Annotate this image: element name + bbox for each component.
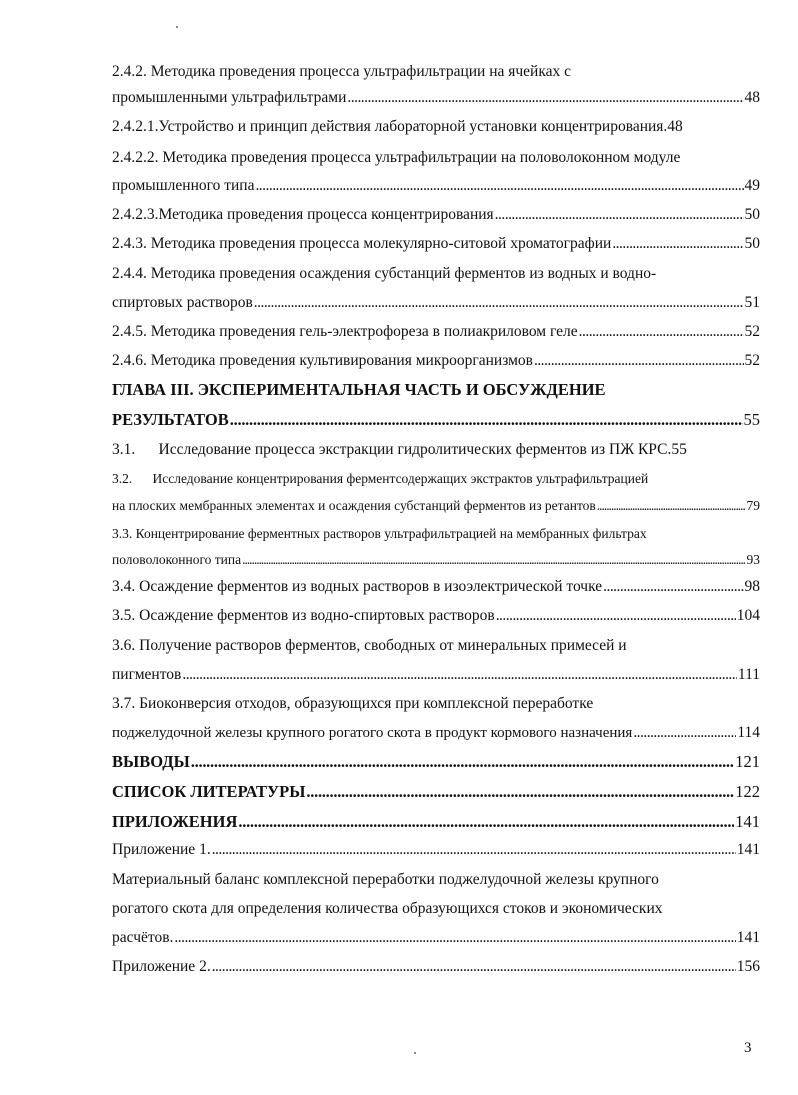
toc-line: 3.4. Осаждение ферментов из водных растворов в изоэлектрической точке . . . 98 — [112, 577, 760, 597]
toc-line: Приложение 1. . . . 141 — [112, 840, 760, 860]
toc-line: Материальный баланс комплексной переработки поджелудочной железы крупного — [112, 871, 659, 888]
toc-line: 2.4.2.3.Методика проведения процесса концентрирования . . . 50 — [112, 205, 760, 225]
scan-speck — [414, 1052, 416, 1054]
toc-line: 2.4.2. Методика проведения процесса ультрафильтрации на ячейках с — [112, 63, 572, 80]
toc-line: 3.3. Концентрирование ферментных растворов ультрафильтрацией на мембранных фильтрах — [112, 526, 647, 541]
toc-line: рогатого скота для определения количества образующихся стоков и экономических — [112, 900, 663, 917]
chapter-heading: РЕЗУЛЬТАТОВ . . . 55 — [112, 410, 760, 430]
toc-line: поджелудочной железы крупного рогатого скота в продукт кормового назначения . . . 114 — [112, 723, 760, 743]
toc-line: промышленными ультрафильтрами . . . 48 — [112, 88, 760, 108]
toc-line: 2.4.5. Методика проведения гель-электрофореза в полиакриловом геле . . . 52 — [112, 322, 760, 342]
toc-line: 3.2. Исследование концентрирования ферментсодержащих экстрактов ультрафильтрацией — [112, 471, 649, 486]
section-heading: ПРИЛОЖЕНИЯ . . . 141 — [112, 812, 760, 832]
toc-line: 2.4.3. Методика проведения процесса молекулярно-ситовой хроматографии . . . 50 — [112, 234, 760, 254]
toc-line: 3.1. Исследование процесса экстракции гидролитических ферментов из ПЖ КРС.55 — [112, 441, 687, 458]
toc-line: пигментов . . . 111 — [112, 665, 760, 685]
section-heading: СПИСОК ЛИТЕРАТУРЫ . . . 122 — [112, 782, 760, 802]
scan-speck — [176, 26, 178, 28]
toc-line: 2.4.6. Методика проведения культивирования микроорганизмов . . . 52 — [112, 351, 760, 371]
page-number: 3 — [744, 1040, 752, 1056]
section-heading: ВЫВОДЫ . . . 121 — [112, 752, 760, 772]
toc-line: 3.5. Осаждение ферментов из водно-спиртовых растворов . . . 104 — [112, 606, 760, 626]
toc-line: 3.6. Получение растворов ферментов, свободных от минеральных примесей и — [112, 637, 627, 654]
toc-line: расчётов. . . . 141 — [112, 928, 760, 948]
toc-line: промышленного типа . . . 49 — [112, 176, 760, 196]
toc-line: 3.7. Биоконверсия отходов, образующихся при комплексной переработке — [112, 695, 594, 712]
toc-line: половолоконного типа . . . 93 — [112, 550, 760, 570]
toc-line: 2.4.2.1.Устройство и принцип действия лабораторной установки концентрирования.48 — [112, 118, 683, 135]
toc-line: Приложение 2. . . . 156 — [112, 957, 760, 977]
toc-line: на плоских мембранных элементах и осаждения субстанций ферментов из ретантов . . . 79 — [112, 496, 760, 516]
toc-line: 2.4.2.2. Методика проведения процесса ультрафильтрации на половолоконном модуле — [112, 149, 681, 166]
chapter-heading: ГЛАВА III. ЭКСПЕРИМЕНТАЛЬНАЯ ЧАСТЬ И ОБСУЖДЕНИЕ — [112, 380, 606, 399]
toc-line: спиртовых растворов . . . 51 — [112, 293, 760, 313]
toc-line: 2.4.4. Методика проведения осаждения субстанций ферментов из водных и водно- — [112, 265, 657, 282]
